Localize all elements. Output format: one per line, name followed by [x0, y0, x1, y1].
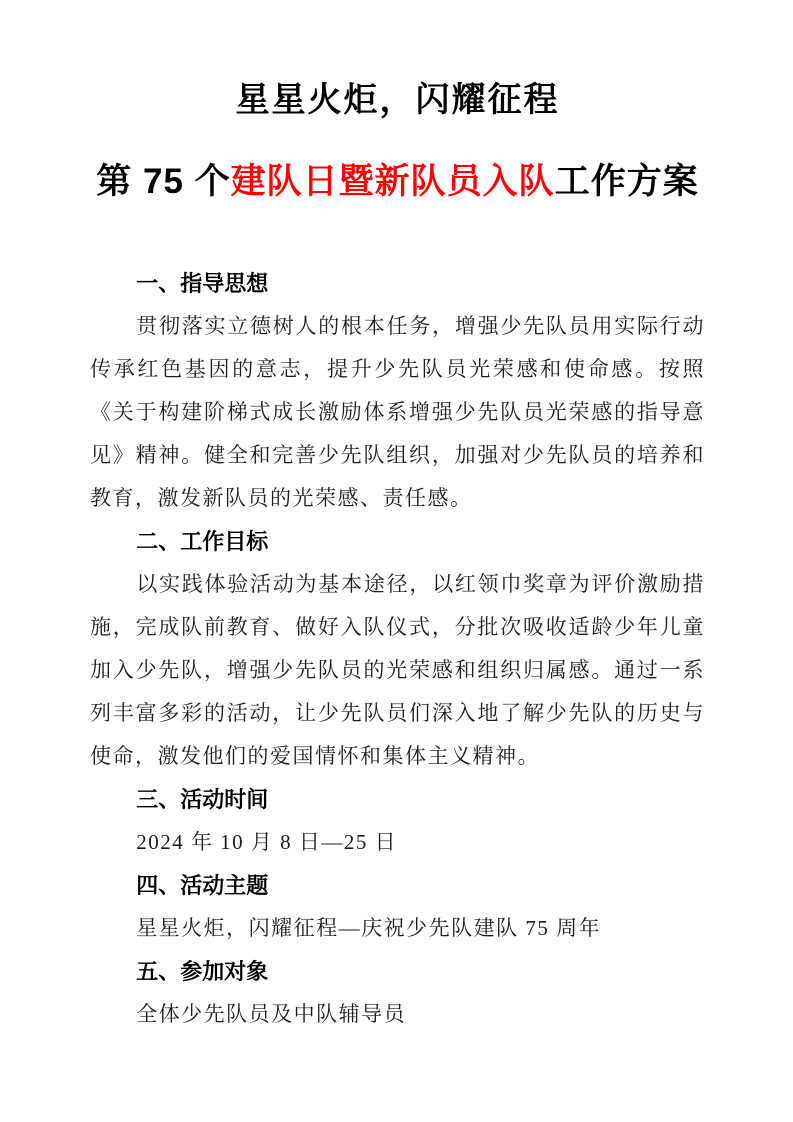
document-title: 星星火炬，闪耀征程 — [235, 82, 560, 119]
section-heading: 三、活动时间 — [136, 787, 269, 812]
subtitle-suffix: 工作方案 — [554, 162, 699, 201]
section-heading: 四、活动主题 — [136, 873, 269, 898]
section-paragraph: 以实践体验活动为基本途径，以红领巾奖章为评价激励措施，完成队前教育、做好入队仪式，分批次吸收适龄少年儿童加入少先队，增强少先队员的光荣感和组织归属感。通过一系列丰富多彩的活动，让少先队员们深入地了解少先队的历史与使命，激发他们的爱国情怀和集体主义精神。 — [90, 572, 705, 768]
section-guiding-ideology — [90, 262, 705, 520]
section-activity-time — [90, 778, 705, 864]
section-paragraph: 贯彻落实立德树人的根本任务，增强少先队员用实际行动传承红色基因的意志，提升少先队员光荣感和使命感。按照《关于构建阶梯式成长激励体系增强少先队员光荣感的指导意见》精神。健全和完善少先队组织，加强对少先队员的培养和教育，激发新队员的光荣感、责任感。 — [90, 314, 705, 510]
document-body — [90, 262, 705, 1036]
activity-theme-line: 星星火炬，闪耀征程—庆祝少先队建队 75 周年 — [136, 916, 602, 940]
subtitle-highlight: 建队日暨新队员入队 — [230, 162, 555, 201]
subtitle-prefix: 第 75 个 — [96, 162, 231, 201]
participants-line: 全体少先队员及中队辅导员 — [136, 1002, 407, 1026]
section-participants — [90, 950, 705, 1036]
section-activity-theme — [90, 864, 705, 950]
section-heading: 五、参加对象 — [136, 959, 269, 984]
section-heading: 二、工作目标 — [136, 529, 269, 554]
section-work-goals — [90, 520, 705, 778]
activity-date-line: 2024 年 10 月 8 日—25 日 — [136, 830, 398, 854]
document-subtitle — [90, 160, 705, 204]
section-heading: 一、指导思想 — [136, 271, 269, 296]
